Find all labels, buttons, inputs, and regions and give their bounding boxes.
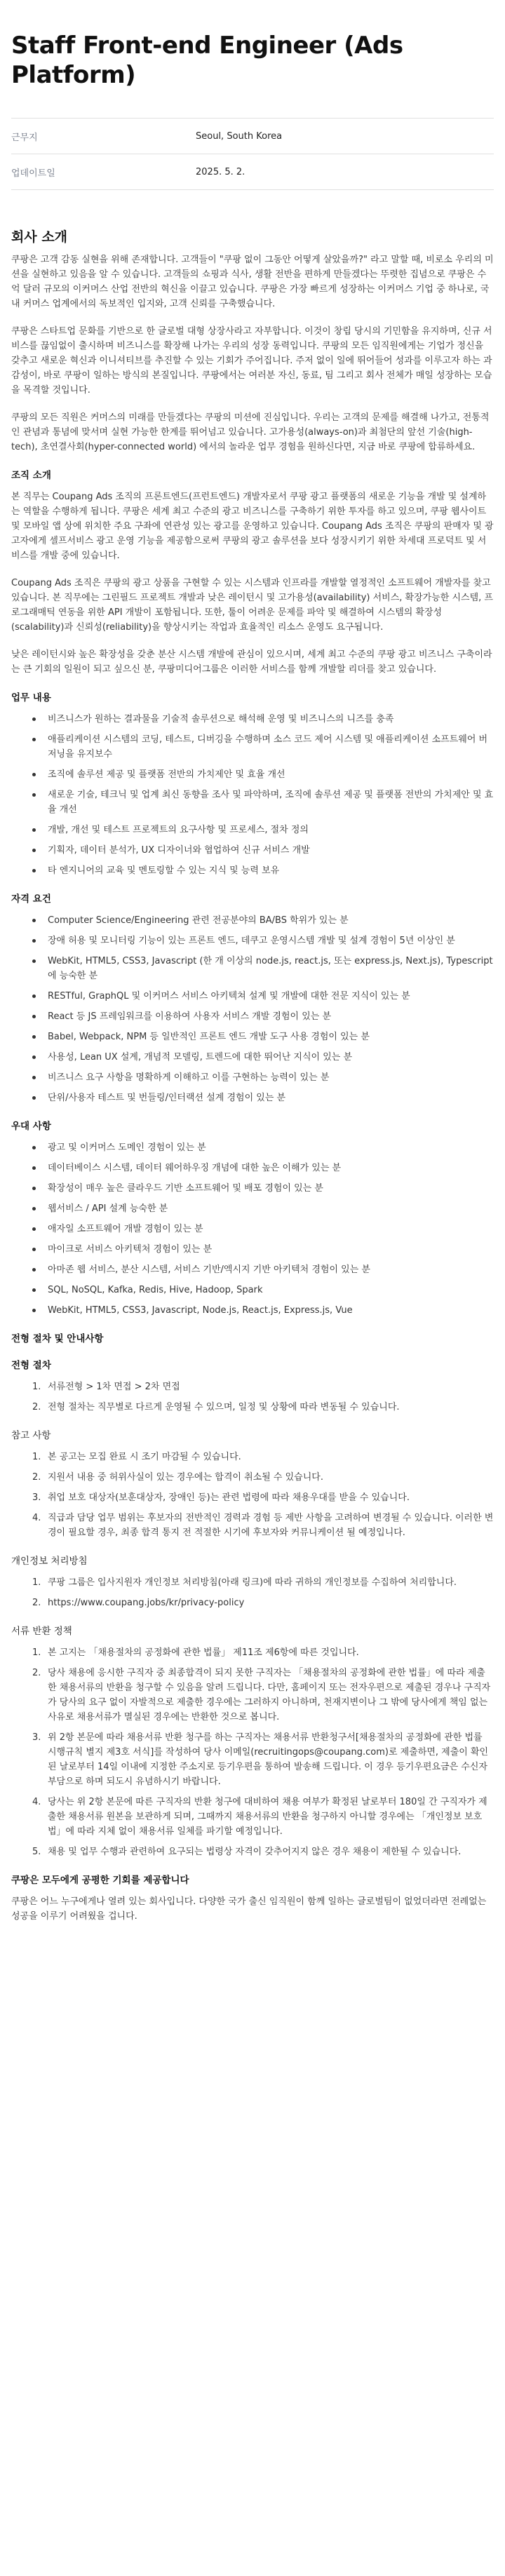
list-item: 2. 당사 채용에 응시한 구직자 중 최종합격이 되지 못한 구직자는 「채용절차의 공정화에 관한 법률」에 따라 제출한 채용서류의 반환을 청구할 수 있음을 알려 드립니다. 다만, 홈페이지 또는 전자우편으로 제출된 경우나 구직자가 당사의 요구 없이 자발적으로 제출한 경우에는 그러하지 아니하며, 천재지변이나 그 밖에 당사에게 책임 없는 사유로 채용서류가 멸실된 경우에는 반환한 것으로 봅니다.: [32, 1668, 491, 1722]
list-item: 장애 허용 및 모니터링 기능이 있는 프론트 엔드, 데쿠고 운영시스템 개발 및 설계 경험이 5년 이상인 분: [11, 933, 494, 948]
process-heading: 전형 절차 및 안내사항: [11, 1333, 104, 1344]
bullet-icon: [32, 1227, 36, 1231]
bullet-icon: [32, 1187, 36, 1190]
list-item: 5. 채용 및 업무 수행과 관련하여 요구되는 법령상 자격이 갖추어지지 않은 경우 채용이 제한될 수 있습니다.: [32, 1847, 462, 1857]
privacy-policy-link[interactable]: https://www.coupang.jobs/kr/privacy-policy: [48, 1598, 245, 1608]
list-item: 3. 위 2항 본문에 따라 채용서류 반환 청구를 하는 구직자는 채용서류 반환청구서[채용절차의 공정화에 관한 법률 시행규칙 별지 제3호 서식]를 작성하여 당사 이메일(recruitingops@coupang.com)로 제출하면, 제출이 확인된 날로부터 14일 이내에 지정한 주소지로 등기우편을 통하여 발송해 드립니다. 이 경우 등기우편요금은 수신자 부담으로 하며 되도시 유념하시기 바랍니다.: [32, 1732, 489, 1787]
list-item: WebKit, HTML5, CSS3, Javascript (한 개 이상의 node.js, react.js, 또는 express.js, Next.js), Typescript 에 능숙한 분: [11, 954, 494, 983]
list-item: 단위/사용자 테스트 및 번들링/인터랙션 설계 경험이 있는 분: [11, 1091, 494, 1105]
list-item: React 등 JS 프레임워크를 이용하여 사용자 서비스 개발 경험이 있는 분: [11, 1009, 494, 1024]
org-heading: 조직 소개: [11, 470, 51, 481]
list-item: 아마존 웹 서비스, 분산 시스템, 서비스 기반/엑시지 기반 아키텍처 경험이 있는 분: [11, 1262, 494, 1277]
requirements-list: [11, 913, 494, 1105]
notes-list: [11, 1450, 494, 1540]
bullet-icon: [32, 1268, 36, 1272]
bullet-icon: [32, 1056, 36, 1059]
list-item: 2. 지원서 내용 중 허위사실이 있는 경우에는 합격이 취소될 수 있습니다.: [32, 1472, 323, 1483]
list-item: 데이터베이스 시스템, 데이터 웨어하우징 개념에 대한 높은 이해가 있는 분: [11, 1161, 494, 1175]
list-item: 애자일 소프트웨어 개발 경험이 있는 분: [11, 1222, 494, 1236]
meta-row-updated: [11, 154, 494, 190]
org-paragraph: Coupang Ads 조직은 쿠팡의 광고 상품을 구현할 수 있는 시스템과 인프라를 개발할 열정적인 소프트웨어 개발자를 찾고 있습니다. 본 직무에는 그린필드 프로젝트 개발과 낮은 레이턴시 및 고가용성(availability) 서비스, 확장가능한 시스템, 프로그래매틱 연동을 위한 API 개발이 포함됩니다. 또한, 툴이 어려운 문제를 파악 및 해결하여 시스템의 확장성(scalability)과 신뢰성(reliability)을 향상시키는 작업과 효율적인 리소스 운영도 요구됩니다.: [11, 578, 493, 633]
list-item: 3. 취업 보호 대상자(보훈대상자, 장애인 등)는 관련 법령에 따라 채용우대를 받을 수 있습니다.: [32, 1492, 410, 1503]
list-item: 2. 전형 절차는 직무별로 다르게 운영될 수 있으며, 일정 및 상황에 따라 변동될 수 있습니다.: [32, 1402, 400, 1412]
list-item: 사용성, Lean UX 설계, 개념적 모델링, 트렌드에 대한 뛰어난 지식이 있는 분: [11, 1050, 494, 1065]
requirements-heading: 자격 요건: [11, 893, 51, 905]
process-subheading: 전형 절차: [11, 1360, 51, 1371]
bullet-icon: [32, 738, 36, 741]
bullet-icon: [32, 1288, 36, 1292]
bullet-icon: [32, 919, 36, 922]
bullet-icon: [32, 1015, 36, 1018]
preferred-list: [11, 1140, 494, 1318]
list-item: 1. 본 고지는 「채용절차의 공정화에 관한 법률」 제11조 제6항에 따른 것입니다.: [32, 1647, 359, 1658]
list-item: 1. 서류전형 > 1차 면접 > 2차 면접: [32, 1382, 180, 1392]
list-item: 광고 및 이커머스 도메인 경험이 있는 분: [11, 1140, 494, 1155]
section-heading-company: 회사 소개: [11, 229, 68, 245]
bullet-icon: [32, 1035, 36, 1039]
company-paragraph: 쿠팡은 스타트업 문화를 기반으로 한 글로벌 대형 상장사라고 자부합니다. 이것이 창립 당시의 기민함을 유지하며, 신규 서비스를 끊임없이 출시하며 비즈니스를 확장해 나가는 우리의 성장 동력입니다. 쿠팡의 모든 임직원에게는 기업가 정신을 갖추고 새로운 혁신과 이니셔티브를 추진할 수 있는 기회가 주어집니다. 주저 없이 일에 뛰어들어 성과를 이루고자 하는 과감성이, 바로 쿠팡이 일하는 방식의 본질입니다. 쿠팡에서는 여러분 자신, 동료, 팀 그리고 회사 전체가 매일 성장하는 모습을 목격할 것입니다.: [11, 326, 492, 396]
duties-heading: 업무 내용: [11, 692, 51, 703]
bullet-icon: [32, 1076, 36, 1079]
list-item: WebKit, HTML5, CSS3, Javascript, Node.js, React.js, Express.js, Vue: [11, 1303, 494, 1318]
bullet-icon: [32, 1166, 36, 1170]
privacy-heading: 개인정보 처리방침: [11, 1556, 88, 1567]
meta-value: Seoul, South Korea: [196, 130, 283, 142]
bullet-icon: [32, 1309, 36, 1312]
bullet-icon: [32, 1096, 36, 1100]
diversity-paragraph: 쿠팡은 어느 누구에게나 열려 있는 회사입니다. 다양한 국가 출신 임직원이 함께 일하는 글로벌팀이 없었더라면 전례없는 성공을 이루기 어려웠을 겁니다.: [11, 1896, 487, 1922]
list-item: 1. 본 공고는 모집 완료 시 조기 마감될 수 있습니다.: [32, 1452, 241, 1462]
return-policy-heading: 서류 반환 정책: [11, 1626, 72, 1637]
list-item: Babel, Webpack, NPM 등 일반적인 프론트 엔드 개발 도구 사용 경험이 있는 분: [11, 1030, 494, 1044]
preferred-heading: 우대 사항: [11, 1121, 51, 1132]
bullet-icon: [32, 869, 36, 872]
meta-label: 업데이트일: [11, 168, 55, 179]
privacy-list: [11, 1575, 494, 1610]
bullet-icon: [32, 717, 36, 721]
list-item: 비즈니스 요구 사항을 명확하게 이해하고 이를 구현하는 능력이 있는 분: [11, 1070, 494, 1085]
return-policy-list: [11, 1645, 494, 1859]
list-item: 개발, 개선 및 테스트 프로젝트의 요구사항 및 프로세스, 절차 정의: [11, 823, 494, 837]
list-item: 1. 쿠팡 그룹은 입사지원자 개인정보 처리방침(아래 링크)에 따라 귀하의 개인정보를 수집하여 처리합니다.: [32, 1577, 457, 1588]
list-item: 4. 당사는 위 2항 본문에 따른 구직자의 반환 청구에 대비하여 채용 여부가 확정된 날로부터 180일 간 구직자가 제출한 채용서류 원본을 보관하게 되며, 그때까지 채용서류의 반환을 청구하지 아니할 경우에는 「개인정보 보호법」에 따라 지체 없이 채용서류 일체를 파기할 예정입니다.: [32, 1797, 487, 1837]
bullet-icon: [32, 773, 36, 776]
list-item[interactable]: 2. https://www.coupang.jobs/kr/privacy-policy: [32, 1598, 245, 1608]
list-item: 웹서비스 / API 설계 능숙한 분: [11, 1201, 494, 1216]
bullet-icon: [32, 1146, 36, 1149]
list-item: 마이크로 서비스 아키텍처 경험이 있는 분: [11, 1242, 494, 1257]
list-item: Computer Science/Engineering 관련 전공분야의 BA/BS 학위가 있는 분: [11, 913, 494, 928]
company-paragraph: 쿠팡은 고객 감동 실현을 위해 존재합니다. 고객들이 "쿠팡 없이 그동안 어떻게 살았을까?" 라고 말할 때, 비로소 우리의 미션을 실현하고 있음을 알 수 있습니다. 고객들의 쇼핑과 식사, 생활 전반을 편하게 만들겠다는 뚜렷한 집념으로 쿠팡은 수억 달러 규모의 이커머스 산업 전반의 혁신을 이끌고 있습니다. 쿠팡은 가장 빠르게 성장하는 이커머스 기업 중 하나로, 국내 커머스 업계에서의 독보적인 입지와, 고객 신뢰를 구축했습니다.: [11, 255, 494, 309]
org-paragraph: 낮은 레이턴시와 높은 확장성을 갖춘 분산 시스템 개발에 관심이 있으시며, 세계 최고 수준의 쿠팡 광고 비즈니스 구축이라는 큰 기회의 일원이 되고 싶으신 분, 쿠팡미디어그룹은 이러한 서비스를 함께 개발할 리더를 찾고 있습니다.: [11, 649, 492, 675]
bullet-icon: [32, 959, 36, 963]
job-title: Staff Front-end Engineer (Ads Platform): [11, 32, 403, 89]
bullet-icon: [32, 793, 36, 797]
list-item: 확장성이 매우 높은 클라우드 기반 소프트웨어 및 배포 경험이 있는 분: [11, 1181, 494, 1196]
list-item: RESTful, GraphQL 및 이커머스 서비스 아키텍쳐 설계 및 개발에 대한 전문 지식이 있는 분: [11, 989, 494, 1004]
list-item: 비즈니스가 원하는 결과물을 기술적 솔루션으로 해석해 운영 및 비즈니스의 니즈를 충족: [11, 712, 494, 727]
list-item: 타 엔지니어의 교육 및 멘토링할 수 있는 지식 및 능력 보유: [11, 863, 494, 878]
notes-heading: 참고 사항: [11, 1430, 51, 1441]
list-item: 조직에 솔루션 제공 및 플랫폼 전반의 가치제안 및 효율 개선: [11, 767, 494, 782]
bullet-icon: [32, 828, 36, 832]
list-item: 애플리케이션 시스템의 코딩, 테스트, 디버깅을 수행하며 소스 코드 제어 시스템 및 애플리케이션 소프트웨어 버저닝을 유지보수: [11, 732, 494, 762]
bullet-icon: [32, 1207, 36, 1211]
meta-label: 근무지: [11, 132, 38, 143]
meta-value: 2025. 5. 2.: [196, 166, 245, 177]
company-paragraph: 쿠팡의 모든 직원은 커머스의 미래를 만들겠다는 쿠팡의 미션에 진심입니다. 우리는 고객의 문제를 해결해 나가고, 전통적인 관념과 통념에 맞서며 실현 가능한 한계를 뛰어넘고 있습니다. 고가용성(always-on)과 최첨단의 앞선 기술(high-tech), 초연결사회(hyper-connected world) 에서의 놀라운 업무 경험을 원하신다면, 지금 바로 쿠팡에 합류하세요.: [11, 412, 490, 452]
list-item: SQL, NoSQL, Kafka, Redis, Hive, Hadoop, Spark: [11, 1283, 494, 1297]
list-item: 새로운 기술, 테크닉 및 업계 최신 동향을 조사 및 파악하며, 조직에 솔루션 제공 및 플랫폼 전반의 가치제안 및 효율 개선: [11, 788, 494, 817]
bullet-icon: [32, 939, 36, 943]
bullet-icon: [32, 1248, 36, 1251]
diversity-heading: 쿠팡은 모두에게 공평한 기회를 제공합니다: [11, 1875, 189, 1886]
process-list: [11, 1380, 494, 1415]
duties-list: [11, 712, 494, 878]
org-paragraph: 본 직무는 Coupang Ads 조직의 프론트엔드(프런트엔드) 개발자로서 쿠팡 광고 플랫폼의 새로운 기능을 개발 및 설계하는 역할을 수행하게 됩니다. 쿠팡은 세계 최고 수준의 광고 비즈니스를 구축하기 위한 투자를 하고 있으며, 쿠팡 웹사이트 및 모바일 앱 상에 위치한 주요 구좌에 연관성 있는 광고를 운영하고 있습니다. Coupang Ads 조직은 쿠팡의 판매자 및 광고자에게 셀프서비스 광고 운영 기능을 제공함으로써 쿠팡의 광고 솔루션을 보다 성장시키기 위한 차세대 프로덕트 및 서비스를 개발 중에 있습니다.: [11, 492, 494, 561]
list-item: 4. 직급과 담당 업무 범위는 후보자의 전반적인 경력과 경험 등 제반 사항을 고려하여 변경될 수 있습니다. 이러한 변경이 필요할 경우, 최종 합격 통지 전 적절한 시기에 후보자와 커뮤니케이션 될 예정입니다.: [32, 1513, 494, 1538]
bullet-icon: [32, 849, 36, 852]
list-item: 기획자, 데이터 분석가, UX 디자이너와 협업하여 신규 서비스 개발: [11, 843, 494, 858]
bullet-icon: [32, 994, 36, 998]
meta-row-location: [11, 119, 494, 154]
job-meta-table: [11, 118, 494, 190]
